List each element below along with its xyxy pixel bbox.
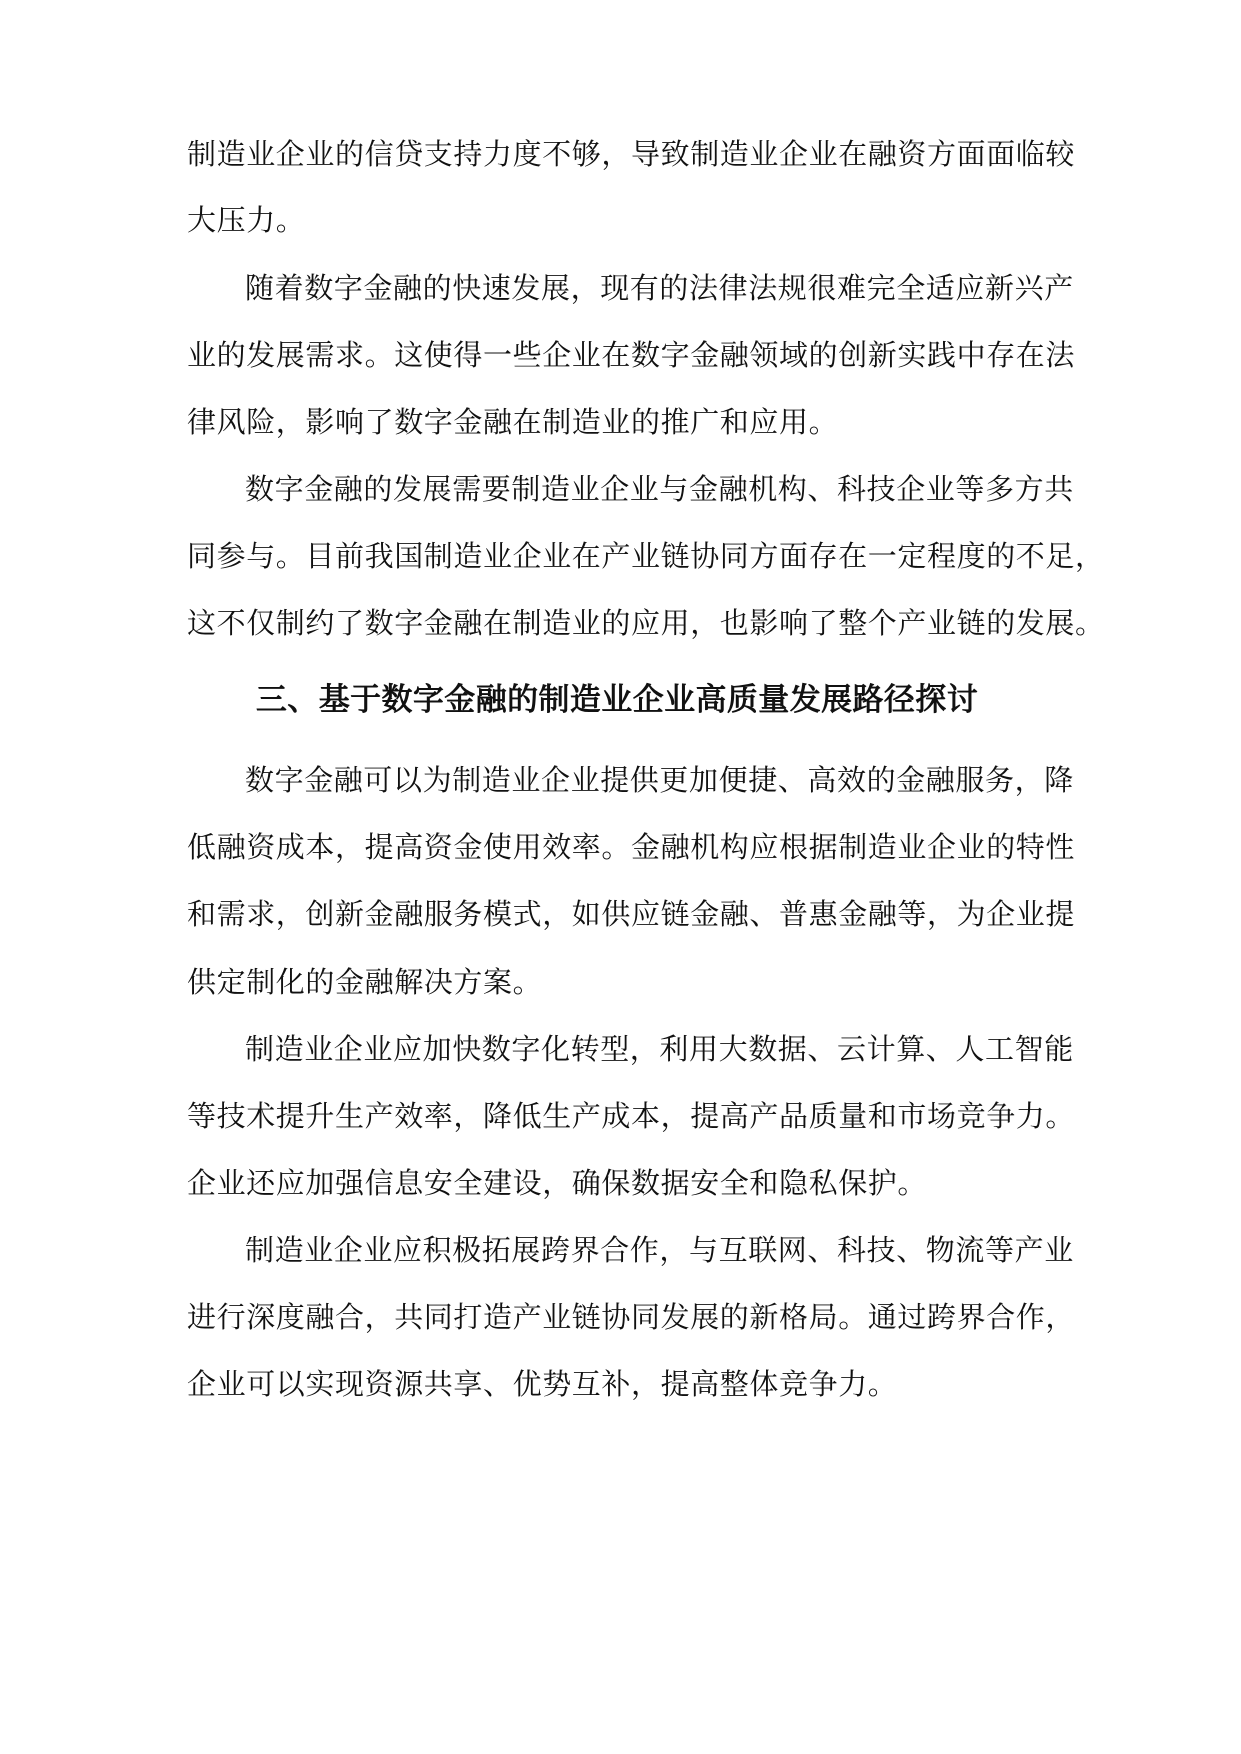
paragraph-line: 制造业企业的信贷支持力度不够，导致制造业企业在融资方面面临较	[187, 137, 1076, 171]
paragraph-line: 供定制化的金融解决方案。	[187, 965, 543, 999]
paragraph-line: 同参与。目前我国制造业企业在产业链协同方面存在一定程度的不足，	[187, 539, 1105, 573]
paragraph-line: 这不仅制约了数字金融在制造业的应用，也影响了整个产业链的发展。	[187, 606, 1105, 640]
paragraph-line: 制造业企业应加快数字化转型，利用大数据、云计算、人工智能	[245, 1032, 1074, 1066]
paragraph-line: 低融资成本，提高资金使用效率。金融机构应根据制造业企业的特性	[187, 830, 1076, 864]
paragraph-line: 企业可以实现资源共享、优势互补，提高整体竞争力。	[187, 1367, 898, 1401]
paragraph-line: 企业还应加强信息安全建设，确保数据安全和隐私保护。	[187, 1166, 928, 1200]
paragraph-line: 律风险，影响了数字金融在制造业的推广和应用。	[187, 405, 839, 439]
paragraph-line: 和需求，创新金融服务模式，如供应链金融、普惠金融等，为企业提	[187, 897, 1076, 931]
section-heading: 三、基于数字金融的制造业企业高质量发展路径探讨	[255, 682, 979, 718]
paragraph-line: 进行深度融合，共同打造产业链协同发展的新格局。通过跨界合作，	[187, 1300, 1076, 1334]
paragraph-line: 随着数字金融的快速发展，现有的法律法规很难完全适应新兴产	[245, 271, 1074, 305]
paragraph-line: 数字金融可以为制造业企业提供更加便捷、高效的金融服务，降	[245, 763, 1074, 797]
paragraph-line: 等技术提升生产效率，降低生产成本，提高产品质量和市场竞争力。	[187, 1099, 1076, 1133]
paragraph-line: 大压力。	[187, 203, 306, 237]
paragraph-line: 制造业企业应积极拓展跨界合作，与互联网、科技、物流等产业	[245, 1233, 1074, 1267]
paragraph-line: 数字金融的发展需要制造业企业与金融机构、科技企业等多方共	[245, 472, 1074, 506]
paragraph-line: 业的发展需求。这使得一些企业在数字金融领域的创新实践中存在法	[187, 338, 1076, 372]
